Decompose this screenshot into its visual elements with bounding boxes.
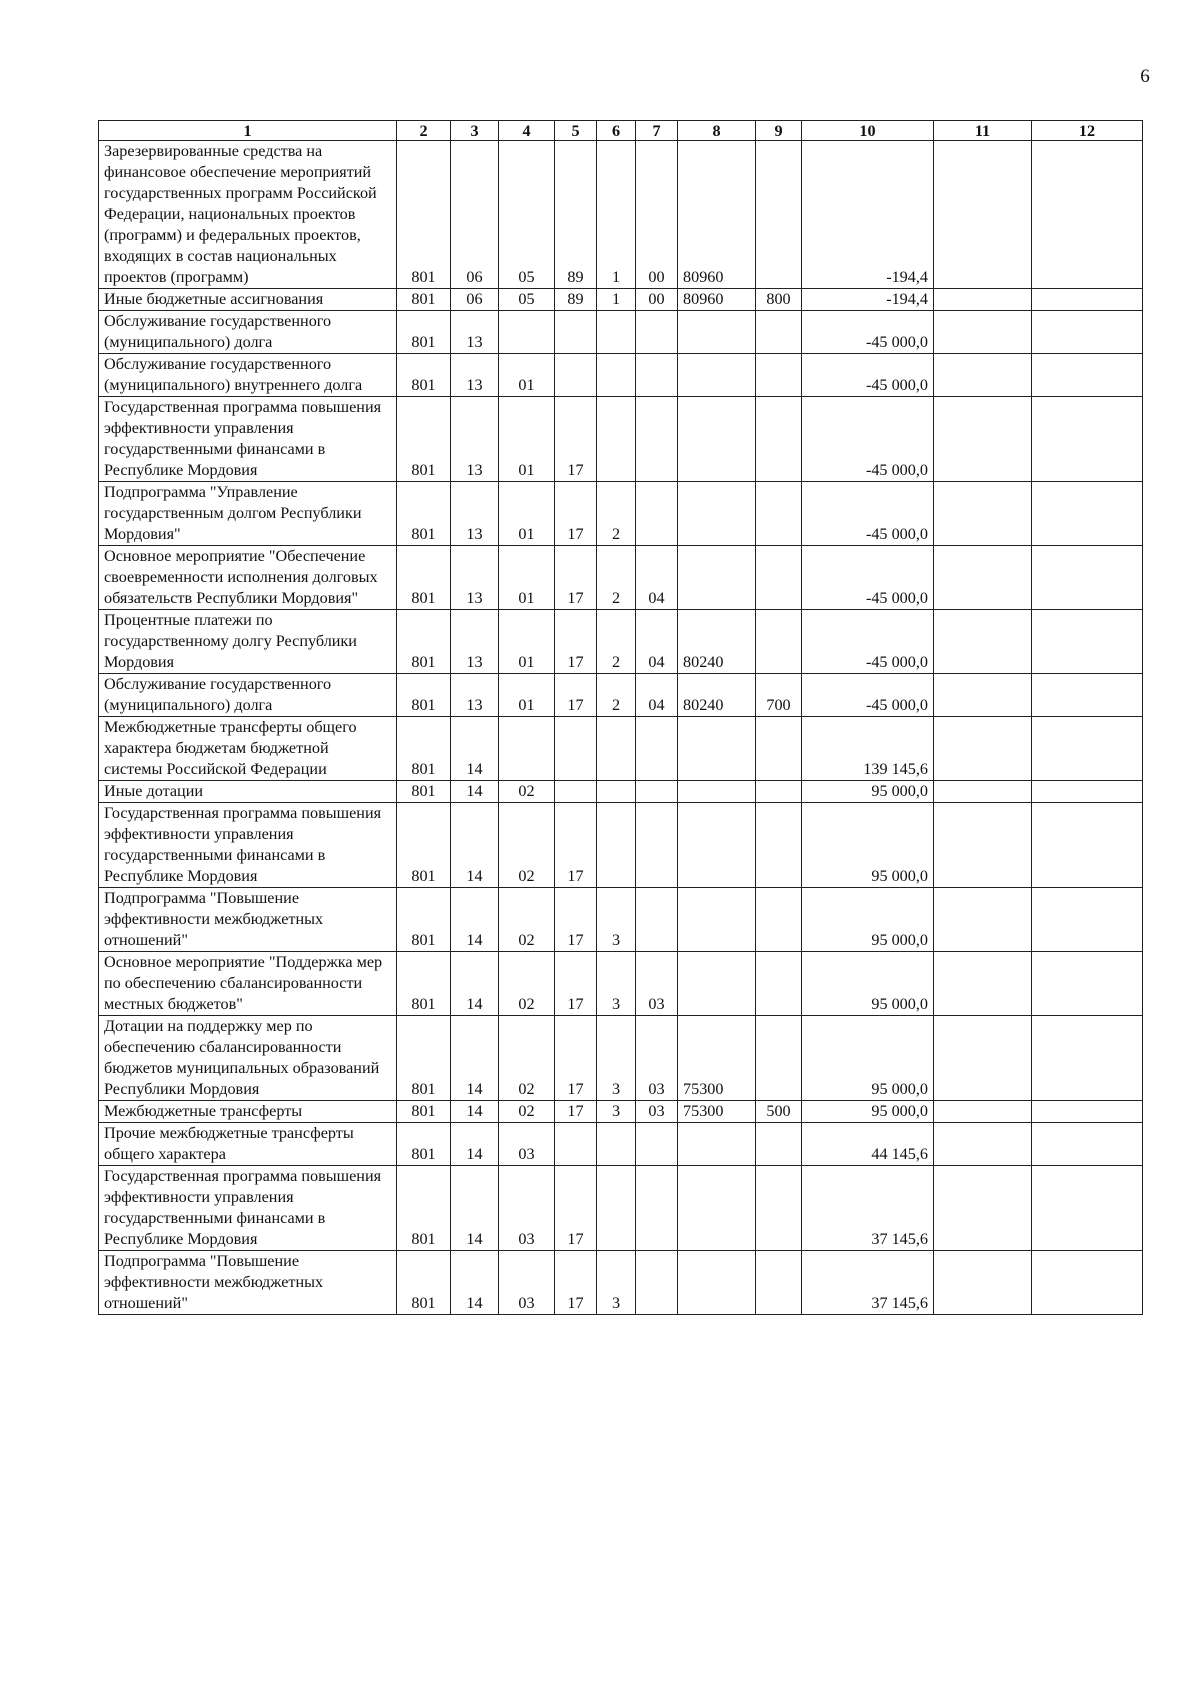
expense-type-cell (756, 1251, 802, 1315)
amount-cell: 95 000,0 (802, 803, 934, 888)
section-cell: 06 (451, 141, 499, 289)
program-cell (555, 781, 597, 803)
expense-type-cell (756, 311, 802, 354)
direction-cell (678, 888, 756, 952)
expense-type-cell (756, 717, 802, 781)
amount-cell: 37 145,6 (802, 1251, 934, 1315)
col-header-7: 7 (636, 121, 678, 141)
direction-cell (678, 482, 756, 546)
row-name-cell: Межбюджетные трансферты (99, 1101, 397, 1123)
section-cell: 13 (451, 482, 499, 546)
column-11-cell (934, 289, 1032, 311)
table-row (99, 781, 1143, 803)
column-12-cell (1032, 781, 1143, 803)
gr-code-cell: 801 (397, 888, 451, 952)
column-12-cell (1032, 1101, 1143, 1123)
direction-cell: 80240 (678, 610, 756, 674)
table-row (99, 1016, 1143, 1101)
section-cell: 14 (451, 717, 499, 781)
subsection-cell: 02 (499, 781, 555, 803)
subprogram-cell (597, 354, 636, 397)
measure-cell (636, 1123, 678, 1166)
table-row (99, 952, 1143, 1016)
column-12-cell (1032, 717, 1143, 781)
subsection-cell: 03 (499, 1166, 555, 1251)
direction-cell (678, 717, 756, 781)
measure-cell (636, 482, 678, 546)
subsection-cell: 02 (499, 888, 555, 952)
expense-type-cell: 700 (756, 674, 802, 717)
subsection-cell: 01 (499, 397, 555, 482)
column-11-cell (934, 803, 1032, 888)
subprogram-cell (597, 397, 636, 482)
row-name-cell: Межбюджетные трансферты общего характера бюджетам бюджетной системы Российской Федерации (99, 717, 397, 781)
program-cell (555, 354, 597, 397)
section-cell: 14 (451, 781, 499, 803)
measure-cell (636, 1251, 678, 1315)
amount-cell: -45 000,0 (802, 546, 934, 610)
expense-type-cell (756, 397, 802, 482)
section-cell: 14 (451, 1251, 499, 1315)
subsection-cell (499, 311, 555, 354)
program-cell: 17 (555, 482, 597, 546)
section-cell: 14 (451, 1016, 499, 1101)
amount-cell: 95 000,0 (802, 1101, 934, 1123)
subsection-cell: 02 (499, 803, 555, 888)
direction-cell: 80240 (678, 674, 756, 717)
column-12-cell (1032, 311, 1143, 354)
subprogram-cell: 1 (597, 289, 636, 311)
gr-code-cell: 801 (397, 546, 451, 610)
section-cell: 13 (451, 674, 499, 717)
column-11-cell (934, 546, 1032, 610)
subsection-cell: 01 (499, 354, 555, 397)
column-11-cell (934, 674, 1032, 717)
amount-cell: -194,4 (802, 141, 934, 289)
subprogram-cell (597, 803, 636, 888)
page-number: 6 (1140, 66, 1150, 87)
direction-cell: 75300 (678, 1101, 756, 1123)
section-cell: 14 (451, 1101, 499, 1123)
column-11-cell (934, 717, 1032, 781)
subsection-cell: 01 (499, 482, 555, 546)
gr-code-cell: 801 (397, 803, 451, 888)
subprogram-cell: 2 (597, 674, 636, 717)
column-12-cell (1032, 952, 1143, 1016)
expense-type-cell (756, 546, 802, 610)
subsection-cell: 03 (499, 1123, 555, 1166)
table-row (99, 546, 1143, 610)
subprogram-cell: 3 (597, 1101, 636, 1123)
direction-cell (678, 397, 756, 482)
gr-code-cell: 801 (397, 141, 451, 289)
column-12-cell (1032, 610, 1143, 674)
measure-cell (636, 311, 678, 354)
gr-code-cell: 801 (397, 289, 451, 311)
row-name-cell: Подпрограмма "Управление государственным долгом Республики Мордовия" (99, 482, 397, 546)
direction-cell (678, 1251, 756, 1315)
direction-cell: 80960 (678, 141, 756, 289)
table-row (99, 354, 1143, 397)
gr-code-cell: 801 (397, 717, 451, 781)
budget-table (98, 120, 1143, 1315)
col-header-11: 11 (934, 121, 1032, 141)
column-12-cell (1032, 354, 1143, 397)
column-11-cell (934, 1166, 1032, 1251)
section-cell: 13 (451, 311, 499, 354)
program-cell (555, 717, 597, 781)
measure-cell: 00 (636, 289, 678, 311)
col-header-6: 6 (597, 121, 636, 141)
header-row (99, 121, 1143, 141)
section-cell: 14 (451, 1166, 499, 1251)
direction-cell (678, 781, 756, 803)
amount-cell: 44 145,6 (802, 1123, 934, 1166)
col-header-4: 4 (499, 121, 555, 141)
expense-type-cell (756, 354, 802, 397)
subprogram-cell: 3 (597, 1251, 636, 1315)
subprogram-cell (597, 717, 636, 781)
row-name-cell: Подпрограмма "Повышение эффективности межбюджетных отношений" (99, 888, 397, 952)
table-row (99, 674, 1143, 717)
row-name-cell: Государственная программа повышения эффективности управления государственными финансами в Республике Мордовия (99, 1166, 397, 1251)
subprogram-cell (597, 1166, 636, 1251)
expense-type-cell: 800 (756, 289, 802, 311)
amount-cell: -45 000,0 (802, 674, 934, 717)
amount-cell: 95 000,0 (802, 888, 934, 952)
table-row (99, 610, 1143, 674)
gr-code-cell: 801 (397, 354, 451, 397)
amount-cell: 95 000,0 (802, 781, 934, 803)
subprogram-cell: 3 (597, 888, 636, 952)
section-cell: 13 (451, 610, 499, 674)
measure-cell: 00 (636, 141, 678, 289)
col-header-12: 12 (1032, 121, 1143, 141)
section-cell: 14 (451, 888, 499, 952)
program-cell (555, 311, 597, 354)
direction-cell (678, 803, 756, 888)
column-12-cell (1032, 482, 1143, 546)
program-cell (555, 1123, 597, 1166)
expense-type-cell (756, 1016, 802, 1101)
row-name-cell: Обслуживание государственного (муниципального) внутреннего долга (99, 354, 397, 397)
section-cell: 13 (451, 397, 499, 482)
program-cell: 17 (555, 546, 597, 610)
table-row (99, 311, 1143, 354)
table-row (99, 397, 1143, 482)
program-cell: 17 (555, 610, 597, 674)
program-cell: 17 (555, 1251, 597, 1315)
expense-type-cell (756, 952, 802, 1016)
column-11-cell (934, 781, 1032, 803)
column-12-cell (1032, 1251, 1143, 1315)
subprogram-cell: 3 (597, 1016, 636, 1101)
program-cell: 17 (555, 952, 597, 1016)
gr-code-cell: 801 (397, 1016, 451, 1101)
amount-cell: 95 000,0 (802, 952, 934, 1016)
table-row (99, 1251, 1143, 1315)
subprogram-cell: 2 (597, 610, 636, 674)
column-11-cell (934, 1101, 1032, 1123)
gr-code-cell: 801 (397, 781, 451, 803)
direction-cell: 80960 (678, 289, 756, 311)
subprogram-cell: 1 (597, 141, 636, 289)
section-cell: 14 (451, 1123, 499, 1166)
subprogram-cell: 2 (597, 482, 636, 546)
gr-code-cell: 801 (397, 397, 451, 482)
row-name-cell: Государственная программа повышения эффективности управления государственными финансами в Республике Мордовия (99, 397, 397, 482)
section-cell: 06 (451, 289, 499, 311)
row-name-cell: Основное мероприятие "Обеспечение своевременности исполнения долговых обязательств Республики Мордовия" (99, 546, 397, 610)
column-12-cell (1032, 546, 1143, 610)
row-name-cell: Дотации на поддержку мер по обеспечению сбалансированности бюджетов муниципальных образований Республики Мордовия (99, 1016, 397, 1101)
subprogram-cell (597, 1123, 636, 1166)
row-name-cell: Процентные платежи по государственному долгу Республики Мордовия (99, 610, 397, 674)
section-cell: 14 (451, 952, 499, 1016)
direction-cell (678, 952, 756, 1016)
table-row (99, 1166, 1143, 1251)
row-name-cell: Зарезервированные средства на финансовое обеспечение мероприятий государственных программ Российской Федерации, национальных проектов (программ) и федеральных проектов, входящих в состав национальных проектов (программ) (99, 141, 397, 289)
column-12-cell (1032, 1123, 1143, 1166)
column-12-cell (1032, 289, 1143, 311)
gr-code-cell: 801 (397, 674, 451, 717)
column-11-cell (934, 610, 1032, 674)
measure-cell: 03 (636, 952, 678, 1016)
measure-cell: 04 (636, 610, 678, 674)
subsection-cell: 01 (499, 674, 555, 717)
gr-code-cell: 801 (397, 482, 451, 546)
table-body (99, 141, 1143, 1315)
expense-type-cell (756, 803, 802, 888)
amount-cell: -194,4 (802, 289, 934, 311)
measure-cell (636, 1166, 678, 1251)
row-name-cell: Иные бюджетные ассигнования (99, 289, 397, 311)
measure-cell: 03 (636, 1016, 678, 1101)
section-cell: 13 (451, 354, 499, 397)
measure-cell (636, 781, 678, 803)
column-11-cell (934, 1016, 1032, 1101)
column-12-cell (1032, 888, 1143, 952)
column-12-cell (1032, 803, 1143, 888)
subsection-cell: 03 (499, 1251, 555, 1315)
subsection-cell: 01 (499, 546, 555, 610)
column-12-cell (1032, 1166, 1143, 1251)
row-name-cell: Подпрограмма "Повышение эффективности межбюджетных отношений" (99, 1251, 397, 1315)
table-row (99, 482, 1143, 546)
col-header-1: 1 (99, 121, 397, 141)
program-cell: 17 (555, 1101, 597, 1123)
table-row (99, 717, 1143, 781)
col-header-9: 9 (756, 121, 802, 141)
expense-type-cell (756, 1123, 802, 1166)
gr-code-cell: 801 (397, 1251, 451, 1315)
amount-cell: -45 000,0 (802, 397, 934, 482)
direction-cell (678, 354, 756, 397)
col-header-5: 5 (555, 121, 597, 141)
expense-type-cell: 500 (756, 1101, 802, 1123)
column-11-cell (934, 141, 1032, 289)
table-row (99, 1123, 1143, 1166)
expense-type-cell (756, 1166, 802, 1251)
column-11-cell (934, 952, 1032, 1016)
program-cell: 17 (555, 888, 597, 952)
direction-cell (678, 1123, 756, 1166)
row-name-cell: Иные дотации (99, 781, 397, 803)
column-11-cell (934, 311, 1032, 354)
measure-cell: 04 (636, 546, 678, 610)
row-name-cell: Обслуживание государственного (муниципального) долга (99, 674, 397, 717)
column-11-cell (934, 888, 1032, 952)
column-12-cell (1032, 1016, 1143, 1101)
expense-type-cell (756, 781, 802, 803)
amount-cell: -45 000,0 (802, 311, 934, 354)
amount-cell: -45 000,0 (802, 354, 934, 397)
direction-cell (678, 1166, 756, 1251)
col-header-10: 10 (802, 121, 934, 141)
subsection-cell: 02 (499, 1016, 555, 1101)
amount-cell: 139 145,6 (802, 717, 934, 781)
column-12-cell (1032, 141, 1143, 289)
measure-cell (636, 354, 678, 397)
amount-cell: 37 145,6 (802, 1166, 934, 1251)
column-12-cell (1032, 397, 1143, 482)
col-header-3: 3 (451, 121, 499, 141)
row-name-cell: Обслуживание государственного (муниципального) долга (99, 311, 397, 354)
gr-code-cell: 801 (397, 610, 451, 674)
column-11-cell (934, 1251, 1032, 1315)
program-cell: 17 (555, 1016, 597, 1101)
expense-type-cell (756, 610, 802, 674)
measure-cell: 04 (636, 674, 678, 717)
direction-cell (678, 546, 756, 610)
subsection-cell (499, 717, 555, 781)
program-cell: 17 (555, 803, 597, 888)
expense-type-cell (756, 482, 802, 546)
subsection-cell: 02 (499, 952, 555, 1016)
gr-code-cell: 801 (397, 1166, 451, 1251)
row-name-cell: Прочие межбюджетные трансферты общего характера (99, 1123, 397, 1166)
section-cell: 13 (451, 546, 499, 610)
measure-cell (636, 397, 678, 482)
section-cell: 14 (451, 803, 499, 888)
program-cell: 89 (555, 289, 597, 311)
program-cell: 17 (555, 397, 597, 482)
measure-cell (636, 717, 678, 781)
gr-code-cell: 801 (397, 1123, 451, 1166)
gr-code-cell: 801 (397, 311, 451, 354)
row-name-cell: Основное мероприятие "Поддержка мер по обеспечению сбалансированности местных бюджетов" (99, 952, 397, 1016)
column-11-cell (934, 397, 1032, 482)
col-header-2: 2 (397, 121, 451, 141)
measure-cell: 03 (636, 1101, 678, 1123)
subsection-cell: 05 (499, 289, 555, 311)
direction-cell: 75300 (678, 1016, 756, 1101)
amount-cell: -45 000,0 (802, 610, 934, 674)
col-header-8: 8 (678, 121, 756, 141)
table-row (99, 803, 1143, 888)
amount-cell: 95 000,0 (802, 1016, 934, 1101)
measure-cell (636, 888, 678, 952)
program-cell: 17 (555, 674, 597, 717)
expense-type-cell (756, 141, 802, 289)
table-row (99, 888, 1143, 952)
measure-cell (636, 803, 678, 888)
gr-code-cell: 801 (397, 952, 451, 1016)
expense-type-cell (756, 888, 802, 952)
column-11-cell (934, 482, 1032, 546)
program-cell: 17 (555, 1166, 597, 1251)
amount-cell: -45 000,0 (802, 482, 934, 546)
subsection-cell: 02 (499, 1101, 555, 1123)
subprogram-cell (597, 311, 636, 354)
column-11-cell (934, 1123, 1032, 1166)
subprogram-cell: 3 (597, 952, 636, 1016)
subsection-cell: 05 (499, 141, 555, 289)
column-12-cell (1032, 674, 1143, 717)
table-row (99, 1101, 1143, 1123)
table-row (99, 289, 1143, 311)
gr-code-cell: 801 (397, 1101, 451, 1123)
subprogram-cell: 2 (597, 546, 636, 610)
table-row (99, 141, 1143, 289)
row-name-cell: Государственная программа повышения эффективности управления государственными финансами в Республике Мордовия (99, 803, 397, 888)
program-cell: 89 (555, 141, 597, 289)
subprogram-cell (597, 781, 636, 803)
subsection-cell: 01 (499, 610, 555, 674)
column-11-cell (934, 354, 1032, 397)
direction-cell (678, 311, 756, 354)
